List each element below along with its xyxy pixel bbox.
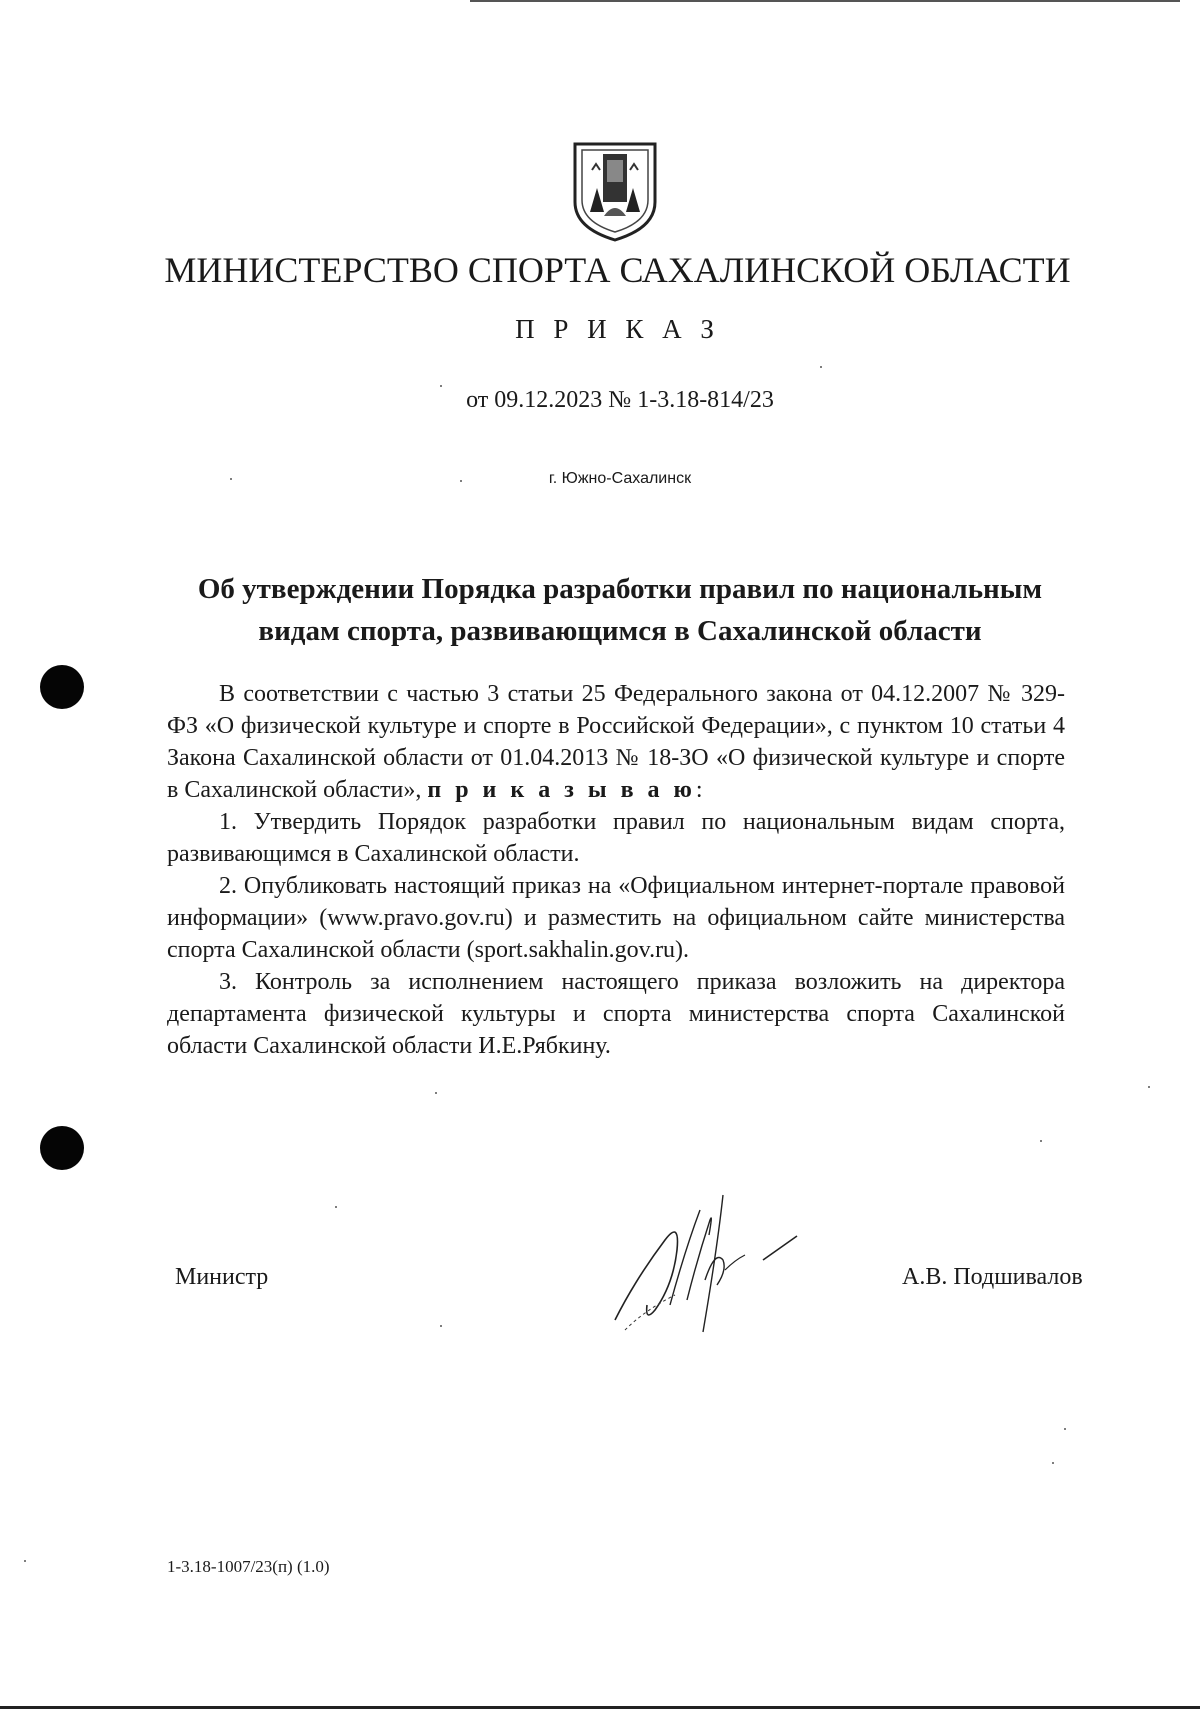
order-item-3: 3. Контроль за исполнением настоящего приказа возложить на директора департамента физической культуры и спорта министерства спорта Сахалинской области Сахалинской области И.Е.Рябкину. <box>167 969 1065 1059</box>
scan-speck <box>820 366 822 368</box>
signer-position: Министр <box>175 1264 269 1290</box>
document-type: П Р И К А З <box>515 314 720 344</box>
scan-speck <box>1148 1086 1150 1088</box>
coat-of-arms-emblem <box>570 140 660 244</box>
handwritten-signature <box>605 1190 825 1340</box>
order-verb: п р и к а з ы в а ю <box>427 777 696 803</box>
scan-speck <box>460 480 462 482</box>
preamble-text: В соответствии с частью 3 статьи 25 Федерального закона от 04.12.2007 № 329-ФЗ «О физической культуре и спорте в Российской Федерации», с пунктом 10 статьи 4 Закона Сахалинской области от 01.04.2013 № 18-ЗО «О физической культуре и спорте в Сахалинской области», <box>167 681 1065 803</box>
scan-speck <box>1064 1428 1066 1430</box>
scan-speck <box>230 478 232 480</box>
scan-speck <box>435 1092 437 1094</box>
punch-hole <box>40 1126 84 1170</box>
order-item-1: 1. Утвердить Порядок разработки правил по национальным видам спорта, развивающимся в Сахалинской области. <box>167 809 1065 867</box>
order-city: г. Южно-Сахалинск <box>548 470 692 487</box>
document-heading <box>160 568 1080 652</box>
scan-speck <box>440 385 442 387</box>
scan-speck <box>24 1560 26 1562</box>
document-body <box>167 678 1065 1062</box>
document-code: 1-3.18-1007/23(п) (1.0) <box>167 1557 330 1576</box>
heading-line: Об утверждении Порядка разработки правил по национальным <box>197 573 1043 605</box>
order-date-number: от 09.12.2023 № 1-3.18-814/23 <box>466 387 774 413</box>
scan-speck <box>440 1325 442 1327</box>
order-item-2: 2. Опубликовать настоящий приказ на «Официальном интернет-портале правовой информации» (www.pravo.gov.ru) и разместить на официальном сайте министерства спорта Сахалинской области (sport.sakhalin.gov.ru). <box>167 873 1065 963</box>
scan-speck <box>1052 1462 1054 1464</box>
ministry-title: МИНИСТЕРСТВО СПОРТА САХАЛИНСКОЙ ОБЛАСТИ <box>164 250 1071 290</box>
scan-edge-line <box>470 0 1180 2</box>
preamble-paragraph <box>167 678 1065 806</box>
scan-speck <box>1040 1140 1042 1142</box>
scan-speck <box>335 1206 337 1208</box>
signer-name: А.В. Подшивалов <box>902 1264 1083 1290</box>
heading-line: видам спорта, развивающимся в Сахалинской области <box>258 615 982 647</box>
order-colon: : <box>695 777 703 803</box>
punch-hole <box>40 665 84 709</box>
